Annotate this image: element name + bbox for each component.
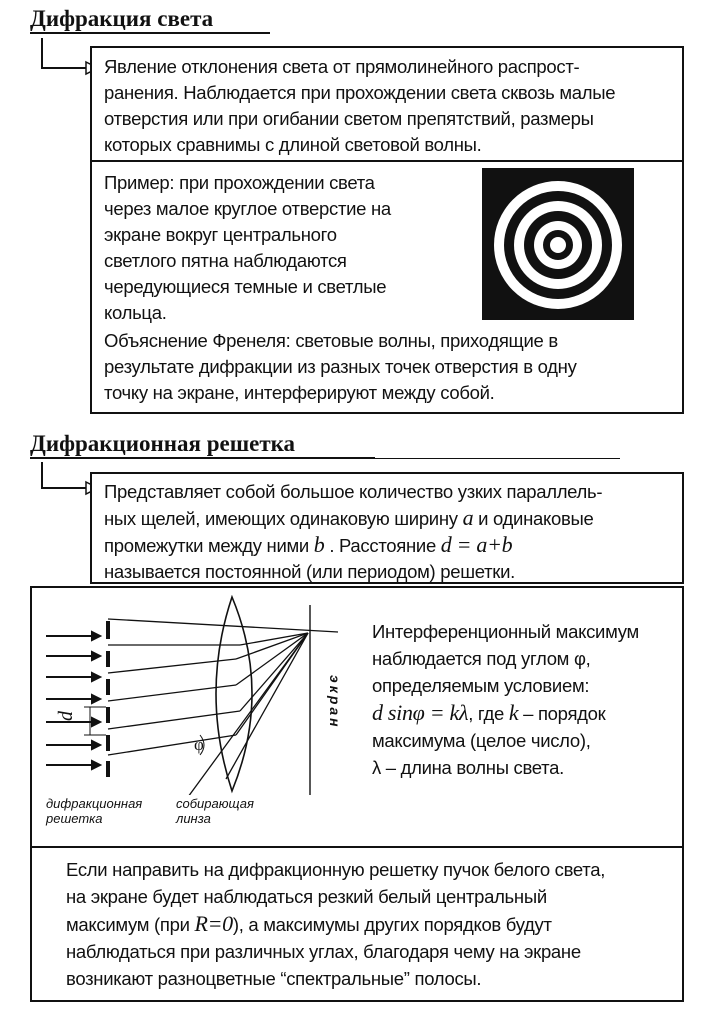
diffraction-formula: d sinφ = kλ — [372, 700, 469, 725]
title-rule — [370, 458, 620, 459]
fresnel-explanation: Объяснение Френеля: световые волны, приходящие в результате дифракции из разных точек отверстия в одну точку на экране, интерферируют между собой. — [104, 330, 577, 403]
phi-label: φ — [194, 735, 204, 754]
definition-text: Явление отклонения света от прямолинейного распрост- ранения. Наблюдается при прохождении света сквозь малые отверстия или при огибании светом препятствий, размеры которых сравнимы с длиной световой волны. — [104, 56, 616, 155]
divider — [91, 160, 683, 162]
diffraction-rings-image — [482, 168, 634, 320]
grating-diagram — [40, 595, 370, 795]
screen-label: экран — [327, 675, 343, 730]
lens-label: собирающая линза — [176, 796, 254, 826]
grating-definition-text: Представляет собой большое количество узких параллель- ных щелей, имеющих одинаковую ширину a и одинаковые промежутки между ними b . Расстояние d = a+b называется постоянной (или периодом) решетки. — [104, 481, 603, 582]
d-label: d — [55, 711, 77, 721]
example-text: Пример: при прохождении света через малое круглое отверстие на экране вокруг центрального светлого пятна наблюдаются чередующиеся темные и светлые кольца. — [104, 172, 391, 323]
section-title-diffraction: Дифракция света — [30, 6, 270, 34]
section-title-grating: Дифракционная решетка — [30, 431, 375, 459]
maximum-condition-text: Интерференционный максимум наблюдается под углом φ, определяемым условием: d sinφ = kλ, где k – порядок максимума (целое число), λ – длина волны света. — [372, 621, 639, 778]
white-light-text: Если направить на дифракционную решетку пучок белого света, на экране будет наблюдаться резкий белый центральный максимум (при R=0), а максимумы других порядков будут наблюдаться при различных углах, благодаря чему на экране возникают разноцветные “спектральные” полосы. — [66, 859, 606, 989]
grating-label: дифракционная решетка — [46, 796, 143, 826]
